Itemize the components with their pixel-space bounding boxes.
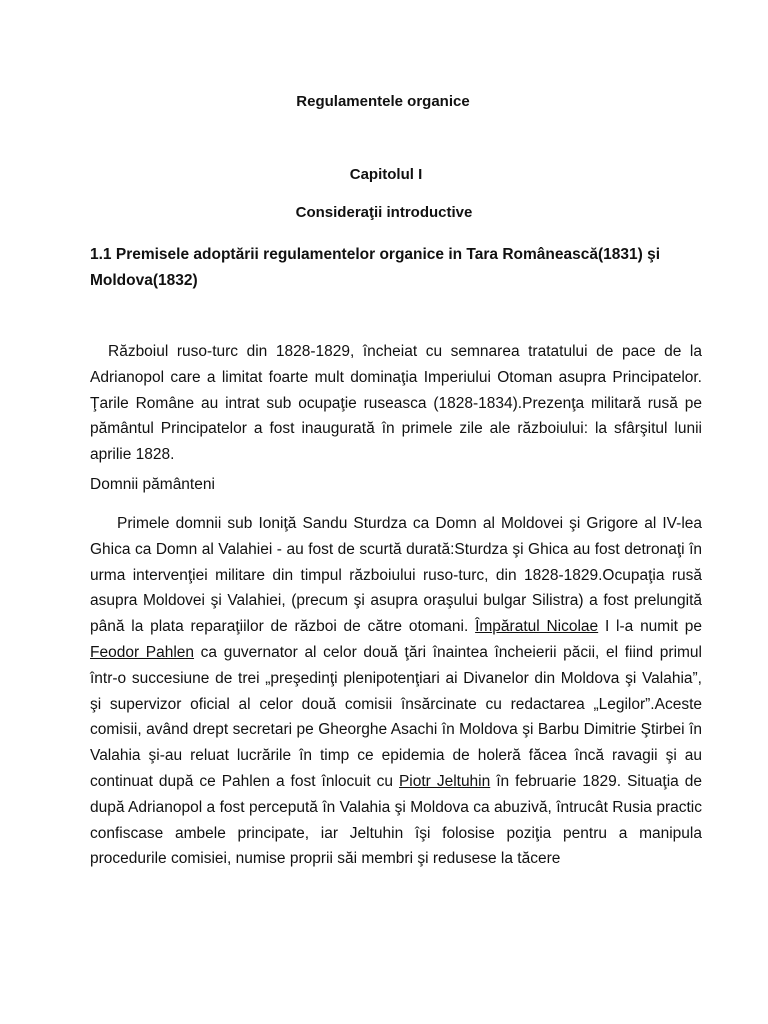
paragraph-text: Primele domnii sub Ioniţă Sandu Sturdza ca Domn al Moldovei şi Grigore al IV-lea Ghica ca Domn al Valahiei - au fost de scurtă durată:Sturdza şi Ghica au fost detronaţi în urma intervenţiei militare din timpul războiului ruso-turc, din 1828-1829.Ocupaţia rusă asupra Moldovei şi Valahiei, (precum şi asupra oraşului bulgar Silistra) a fost prelungită până la plata reparaţiilor de război de către otomani.	[90, 515, 702, 636]
paragraph-domnii	[90, 511, 702, 872]
link-imparatul-nicolae[interactable]: Împăratul Nicolae	[475, 618, 599, 636]
link-feodor-pahlen[interactable]: Feodor Pahlen	[90, 643, 195, 661]
document-title: Regulamentele organice	[296, 93, 470, 110]
link-piotr-jeltuhin[interactable]: Piotr Jeltuhin	[398, 772, 491, 790]
subheading-domnii: Domnii pământeni	[90, 476, 215, 493]
chapter-subtitle: Consideraţii introductive	[295, 204, 473, 221]
paragraph-intro: Războiul ruso-turc din 1828-1829, încheiat cu semnarea tratatului de pace de la Adrianopol care a limitat foarte mult dominaţia Imperiului Otoman asupra Principatelor. Ţarile Române au intrat sub ocupaţie ruseasca (1828-1834).Prezenţa militară rusă pe pământul Principatelor a fost inaugurată în primele zile ale războiului: la sfârşitul lunii aprilie 1828.	[90, 343, 702, 464]
paragraph-text: I l-a numit pe	[598, 618, 702, 636]
paragraph-text: în februarie 1829. Situaţia de după Adrianopol a fost percepută în Valahia şi Moldova ca abuzivă, întrucât Rusia practic confiscase ambele principate, iar Jeltuhin îşi folosise poziţia pentru a manipula procedurile comisiei, numise proprii săi membri şi redusese la tăcere	[90, 772, 702, 868]
paragraph-text: ca guvernator al celor două ţări înaintea încheierii păcii, el fiind primul într-o succesiune de trei „preşedinţi plenipotenţiari ai Divanelor din Moldova şi Valahia”, şi supervizor oficial al celor două comisii însărcinate cu redactarea „Legilor”.Aceste comisii, având drept secretari pe Gheorghe Asachi în Moldova şi Barbu Dimitrie Ştirbei în Valahia şi-au reluat lucrările în timp ce epidemia de holeră făcea încă ravagii şi au continuat după ce Pahlen a fost înlocuit cu	[90, 643, 702, 790]
section-heading: 1.1 Premisele adoptării regulamentelor organice in Tara Românească(1831) şi Moldova(1832)	[90, 246, 661, 289]
chapter-heading: Capitolul I	[349, 166, 423, 183]
